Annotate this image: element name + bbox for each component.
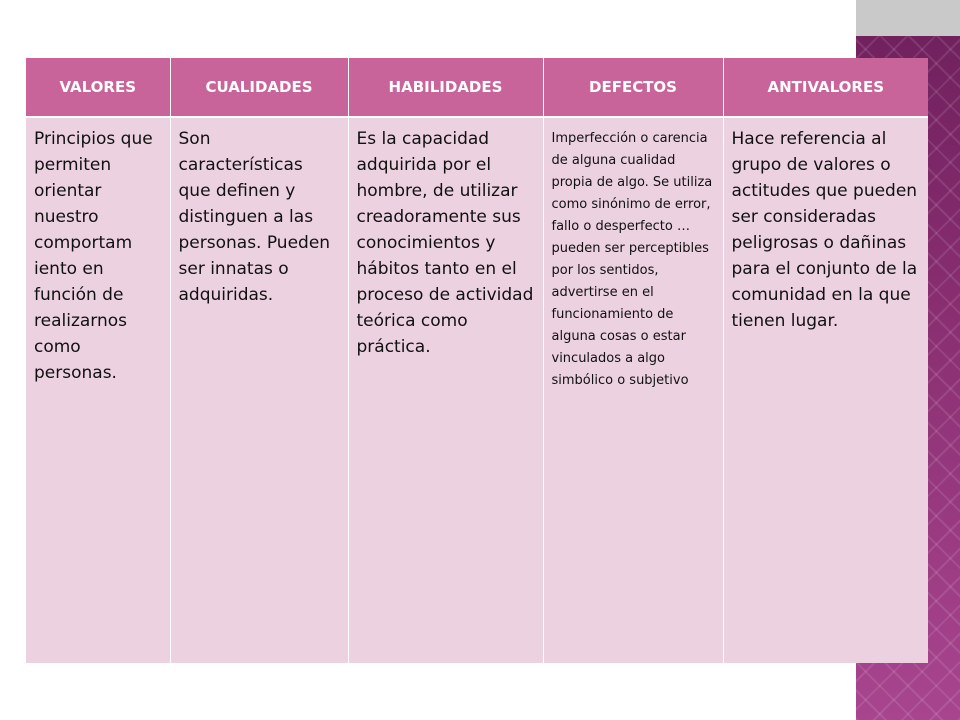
cell-defectos: Imperfección o carencia de alguna cualidad propia de algo. Se utiliza como sinónimo de error, fallo o desperfecto … pueden ser perceptibles por los sentidos, advertirse en el funcionamiento de alguna cosas o estar vinculados a algo simbólico o subjetivo (543, 117, 723, 663)
cell-antivalores: Hace referencia al grupo de valores o actitudes que pueden ser consideradas peligrosas o dañinas para el conjunto de la comunidad en la que tienen lugar. (723, 117, 928, 663)
header-antivalores: ANTIVALORES (723, 58, 928, 117)
decorative-top-box (856, 0, 960, 36)
cell-cualidades: Son características que definen y distinguen a las personas. Pueden ser innatas o adquiridas. (170, 117, 348, 663)
header-habilidades: HABILIDADES (348, 58, 543, 117)
table-header-row (26, 58, 928, 117)
cell-habilidades: Es la capacidad adquirida por el hombre, de utilizar creadoramente sus conocimientos y hábitos tanto en el proceso de actividad teórica como práctica. (348, 117, 543, 663)
table-row (26, 117, 928, 663)
header-defectos: DEFECTOS (543, 58, 723, 117)
concepts-table (26, 58, 928, 663)
header-cualidades: CUALIDADES (170, 58, 348, 117)
cell-valores: Principios que permiten orientar nuestro comportam iento en función de realizarnos como personas. (26, 117, 170, 663)
header-valores: VALORES (26, 58, 170, 117)
